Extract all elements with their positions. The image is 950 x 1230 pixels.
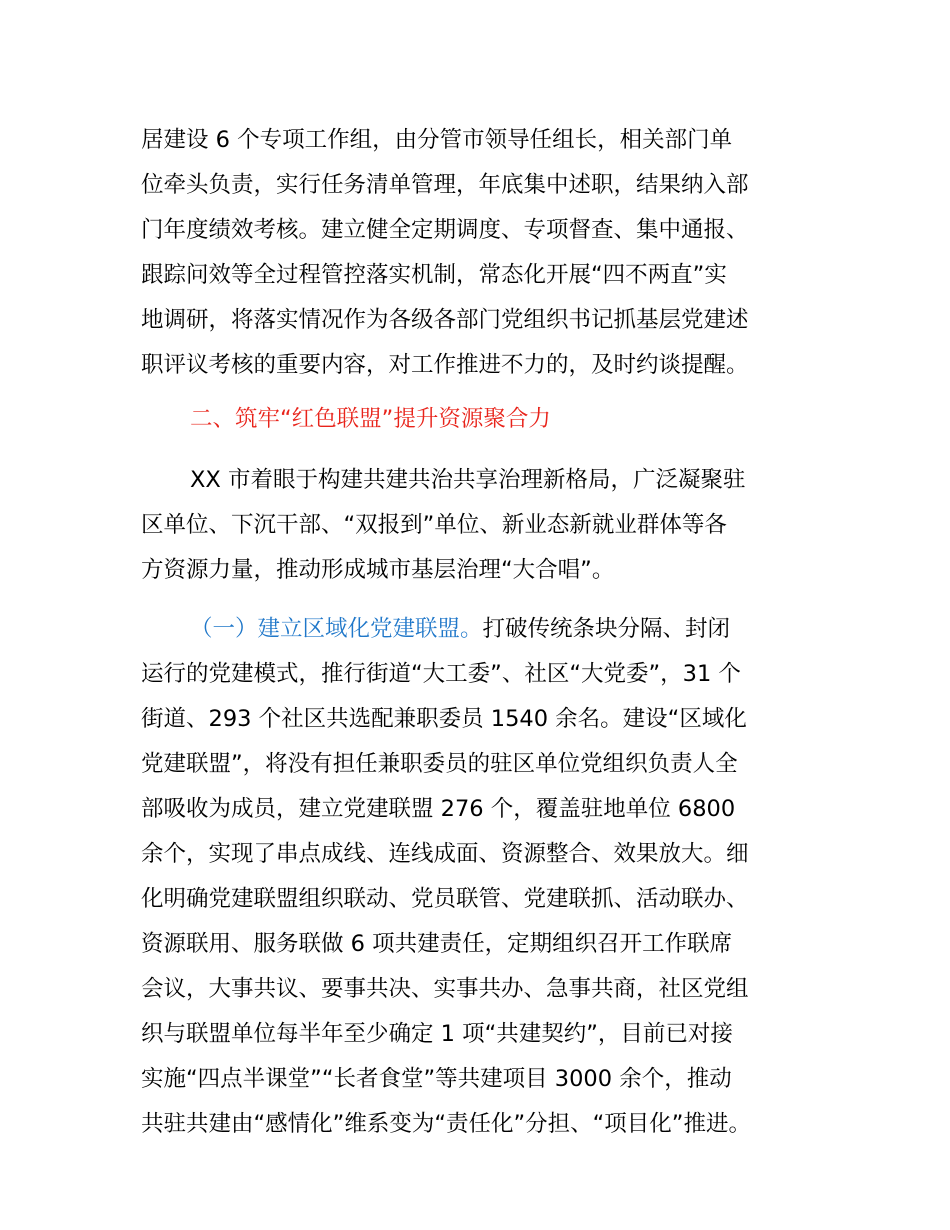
text-line: 共驻共建由“感情化”维系变为“责任化”分担、“项目化”推进。 [141, 1111, 751, 1137]
text-line: 区单位、下沉干部、“双报到”单位、新业态新就业群体等各 [141, 512, 727, 538]
text-line: 地调研，将落实情况作为各级各部门党组织书记抓基层党建述 [141, 307, 749, 333]
text-line: 位牵头负责，实行任务清单管理，年底集中述职，结果纳入部 [141, 172, 749, 198]
text-line: 资源联用、服务联做 6 项共建责任，定期组织召开工作联席 [141, 931, 733, 957]
text-line-first [190, 614, 730, 644]
text-line: 职评议考核的重要内容，对工作推进不力的，及时约谈提醒。 [141, 352, 749, 378]
text-line: 居建设 6 个专项工作组，由分管市领导任组长，相关部门单 [141, 127, 733, 153]
text-line: 会议，大事共议、要事共决、实事共办、急事共商，社区党组 [141, 976, 749, 1002]
text-line: 化明确党建联盟组织联动、党员联管、党建联抓、活动联办、 [141, 886, 749, 912]
text-line: 街道、293 个社区共选配兼职委员 1540 余名。建设“区域化 [141, 706, 747, 732]
text-line: 方资源力量，推动形成城市基层治理“大合唱”。 [141, 557, 615, 583]
text-line: 织与联盟单位每半年至少确定 1 项“共建契约”，目前已对接 [141, 1021, 733, 1047]
text-line: 党建联盟”，将没有担任兼职委员的驻区单位党组织负责人全 [141, 751, 738, 777]
text-line: 实施“四点半课堂”“长者食堂”等共建项目 3000 余个，推动 [141, 1066, 732, 1092]
text-line: 运行的党建模式，推行街道“大工委”、社区“大党委”，31 个 [141, 661, 741, 687]
text-line: XX 市着眼于构建共建共治共享治理新格局，广泛凝聚驻 [190, 467, 746, 493]
subheading-text: （一）建立区域化党建联盟。 [190, 616, 483, 642]
heading-text: 二、筑牢“红色联盟”提升资源聚合力 [190, 406, 551, 432]
text-line-rest: 打破传统条块分隔、封闭 [482, 616, 731, 642]
text-line: 余个，实现了串点成线、连线成面、资源整合、效果放大。细 [141, 841, 749, 867]
text-line: 门年度绩效考核。建立健全定期调度、专项督查、集中通报、 [141, 217, 749, 243]
text-line: 跟踪问效等全过程管控落实机制，常态化开展“四不两直”实 [141, 262, 727, 288]
text-line: 部吸收为成员，建立党建联盟 276 个，覆盖驻地单位 6800 [141, 796, 736, 822]
